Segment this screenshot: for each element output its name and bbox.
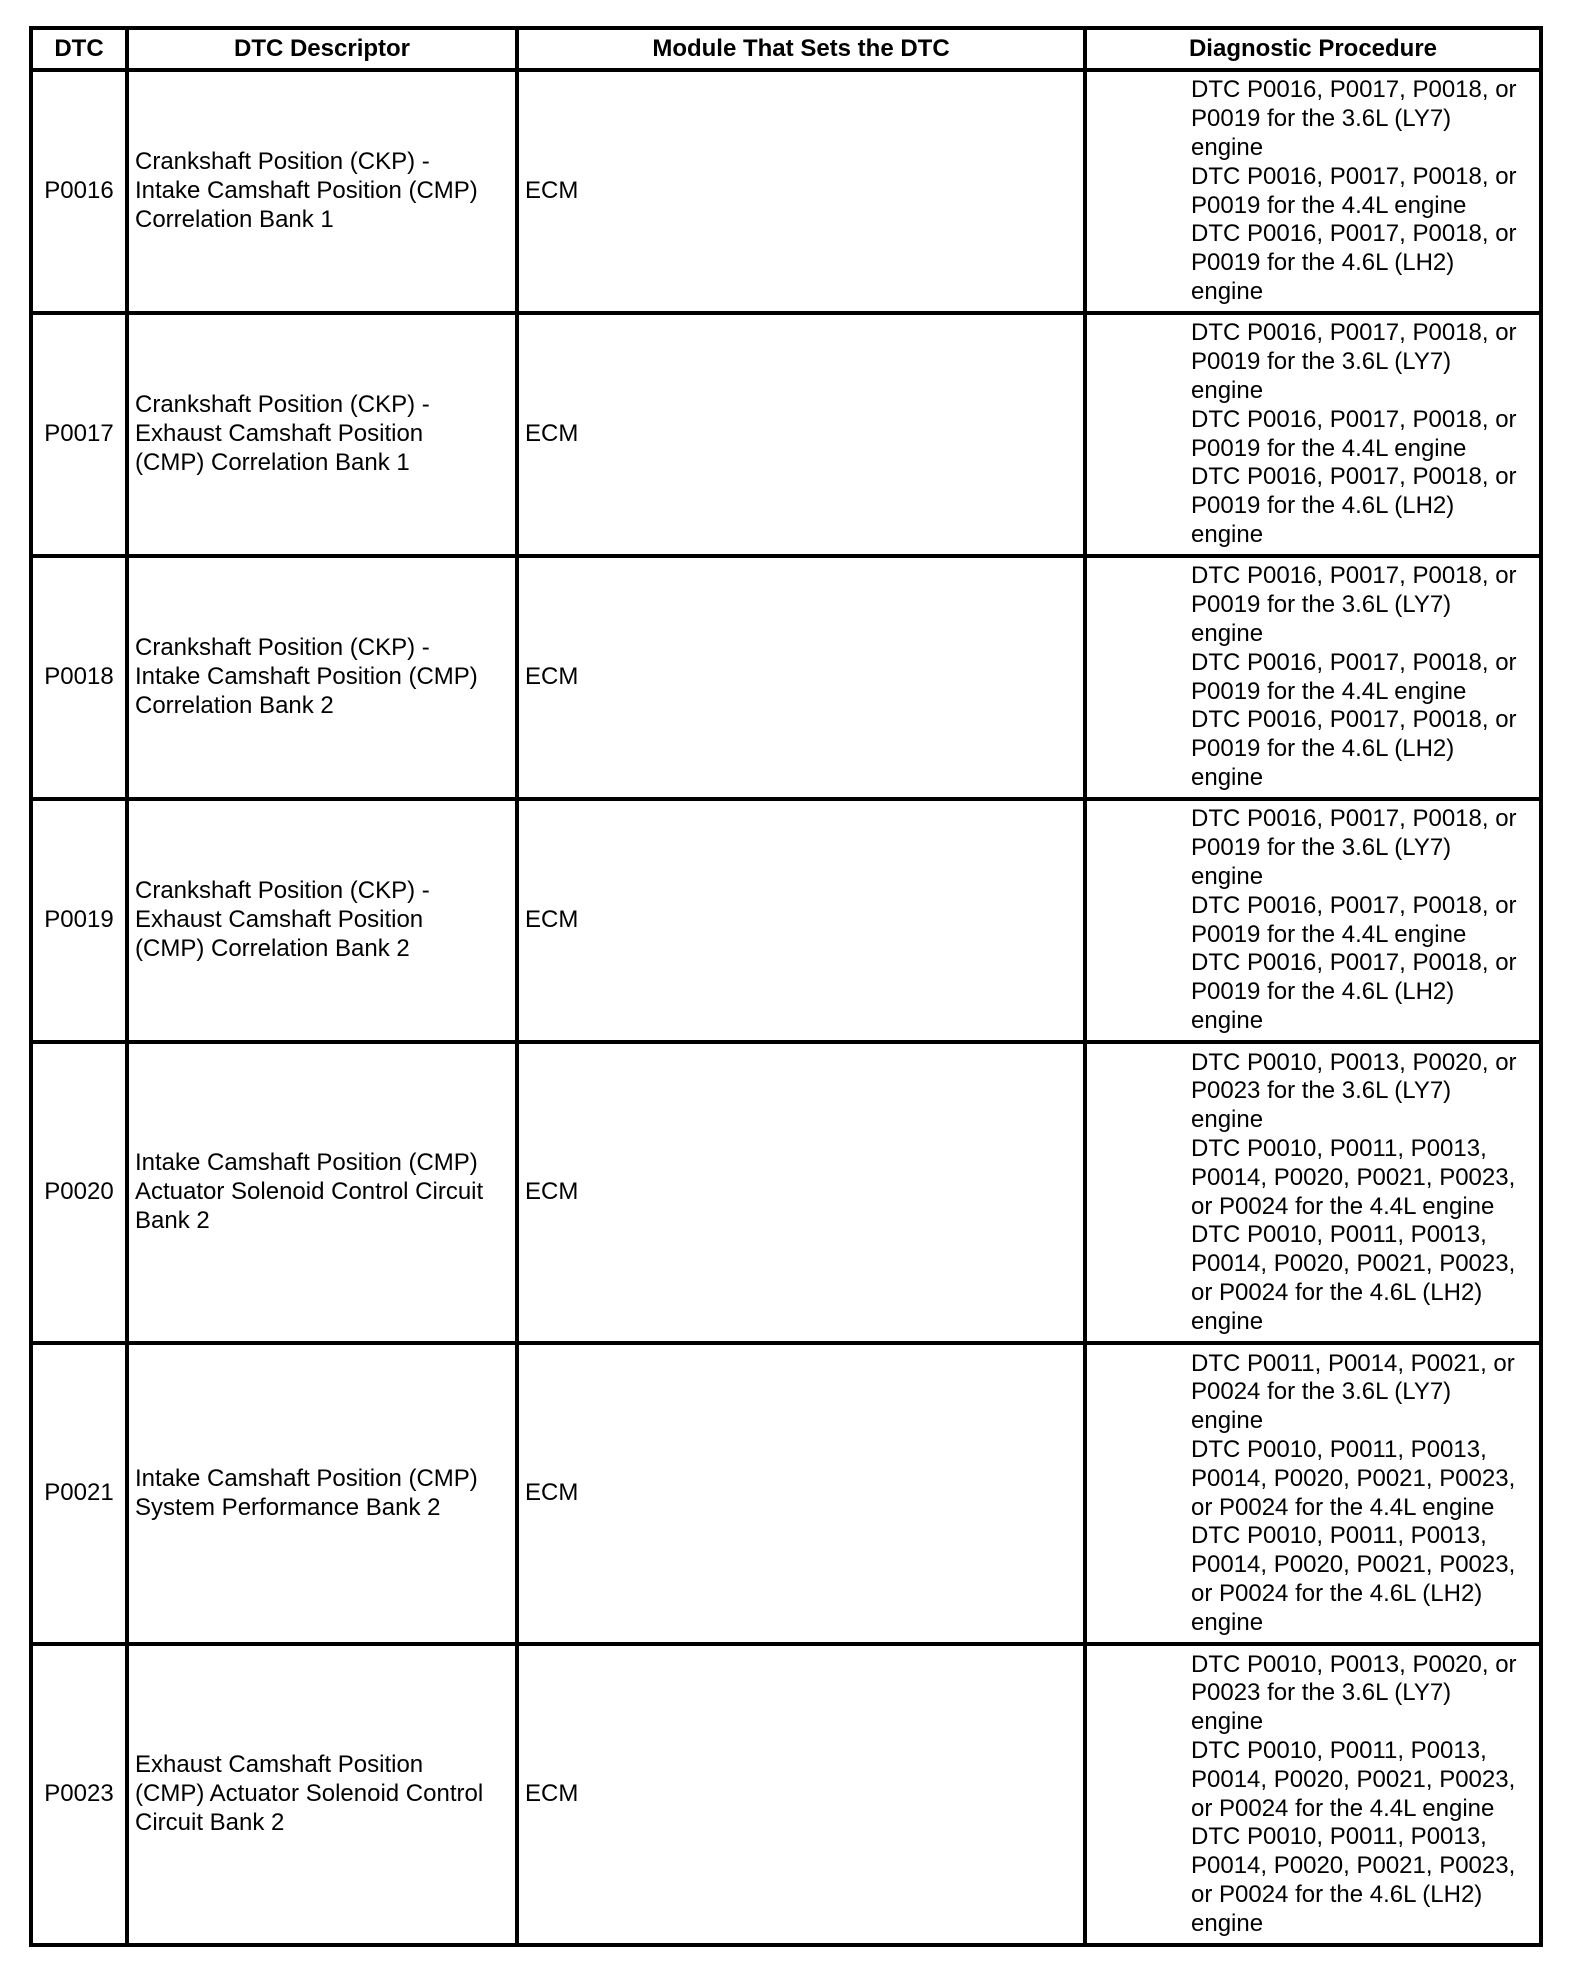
descriptor-line: Crankshaft Position (CKP) -	[135, 148, 430, 176]
procedure-line: engine	[1191, 1407, 1264, 1435]
procedure-line: engine	[1191, 1909, 1264, 1937]
descriptor-line: Correlation Bank 1	[135, 205, 334, 233]
table-row	[31, 1343, 1541, 1644]
table-row	[31, 1644, 1541, 1945]
procedure-line: or P0024 for the 4.6L (LH2)	[1191, 1880, 1483, 1908]
procedure-line: engine	[1191, 376, 1264, 404]
cell-module: ECM	[517, 70, 1085, 313]
procedure-line: P0014, P0020, P0021, P0023,	[1191, 1464, 1516, 1492]
descriptor-line: (CMP) Correlation Bank 1	[135, 448, 410, 476]
cell-dtc-code: P0019	[31, 799, 127, 1042]
cell-dtc-code: P0017	[31, 313, 127, 556]
procedure-line: engine	[1191, 133, 1264, 161]
procedure-line: P0019 for the 4.4L engine	[1191, 677, 1467, 705]
descriptor-line: Crankshaft Position (CKP) -	[135, 391, 430, 419]
procedure-line: P0019 for the 3.6L (LY7)	[1191, 348, 1452, 376]
cell-dtc-code: P0018	[31, 556, 127, 799]
cell-dtc-descriptor	[127, 799, 517, 1042]
procedure-line: DTC P0016, P0017, P0018, or	[1191, 706, 1517, 734]
procedure-line: DTC P0016, P0017, P0018, or	[1191, 805, 1517, 833]
procedure-line: DTC P0016, P0017, P0018, or	[1191, 162, 1517, 190]
procedure-line: engine	[1191, 1608, 1264, 1636]
descriptor-line: Intake Camshaft Position (CMP)	[135, 663, 478, 691]
descriptor-line: Exhaust Camshaft Position	[135, 1751, 424, 1779]
procedure-line: P0019 for the 4.6L (LH2)	[1191, 735, 1455, 763]
procedure-line: DTC P0010, P0013, P0020, or	[1191, 1048, 1517, 1076]
procedure-line: P0014, P0020, P0021, P0023,	[1191, 1163, 1516, 1191]
cell-dtc-descriptor	[127, 313, 517, 556]
cell-diagnostic-procedure	[1085, 1644, 1541, 1945]
descriptor-line: Crankshaft Position (CKP) -	[135, 634, 430, 662]
procedure-line: DTC P0010, P0011, P0013,	[1191, 1134, 1487, 1162]
descriptor-line: Exhaust Camshaft Position	[135, 420, 424, 448]
descriptor-line: Intake Camshaft Position (CMP)	[135, 1464, 478, 1492]
procedure-line: P0019 for the 4.6L (LH2)	[1191, 249, 1455, 277]
cell-module: ECM	[517, 799, 1085, 1042]
procedure-line: DTC P0016, P0017, P0018, or	[1191, 319, 1517, 347]
procedure-line: DTC P0016, P0017, P0018, or	[1191, 76, 1517, 104]
procedure-line: DTC P0010, P0011, P0013,	[1191, 1221, 1487, 1249]
cell-dtc-descriptor	[127, 1343, 517, 1644]
cell-dtc-descriptor	[127, 1644, 517, 1945]
cell-dtc-descriptor	[127, 556, 517, 799]
cell-dtc-code: P0021	[31, 1343, 127, 1644]
procedure-line: or P0024 for the 4.4L engine	[1191, 1493, 1495, 1521]
header-module: Module That Sets the DTC	[517, 28, 1085, 70]
descriptor-line: Bank 2	[135, 1206, 210, 1234]
cell-diagnostic-procedure	[1085, 556, 1541, 799]
procedure-line: engine	[1191, 763, 1264, 791]
cell-module: ECM	[517, 1343, 1085, 1644]
cell-diagnostic-procedure	[1085, 799, 1541, 1042]
header-dtc-descriptor: DTC Descriptor	[127, 28, 517, 70]
procedure-line: P0024 for the 3.6L (LY7)	[1191, 1378, 1452, 1406]
procedure-line: P0014, P0020, P0021, P0023,	[1191, 1765, 1516, 1793]
procedure-line: P0019 for the 4.6L (LH2)	[1191, 978, 1455, 1006]
header-diagnostic-procedure: Diagnostic Procedure	[1085, 28, 1541, 70]
table-row	[31, 313, 1541, 556]
procedure-line: engine	[1191, 277, 1264, 305]
procedure-line: DTC P0016, P0017, P0018, or	[1191, 405, 1517, 433]
cell-diagnostic-procedure	[1085, 1343, 1541, 1644]
procedure-line: P0019 for the 3.6L (LY7)	[1191, 105, 1452, 133]
procedure-line: P0014, P0020, P0021, P0023,	[1191, 1551, 1516, 1579]
cell-module: ECM	[517, 1644, 1085, 1945]
procedure-line: DTC P0011, P0014, P0021, or	[1191, 1349, 1515, 1377]
procedure-line: DTC P0010, P0011, P0013,	[1191, 1823, 1487, 1851]
procedure-line: engine	[1191, 1106, 1264, 1134]
procedure-line: P0014, P0020, P0021, P0023,	[1191, 1852, 1516, 1880]
cell-dtc-code: P0020	[31, 1042, 127, 1343]
descriptor-line: Intake Camshaft Position (CMP)	[135, 1149, 478, 1177]
procedure-line: P0019 for the 3.6L (LY7)	[1191, 834, 1452, 862]
procedure-line: engine	[1191, 520, 1264, 548]
cell-module: ECM	[517, 1042, 1085, 1343]
table-row	[31, 556, 1541, 799]
procedure-line: DTC P0010, P0013, P0020, or	[1191, 1650, 1517, 1678]
procedure-line: or P0024 for the 4.4L engine	[1191, 1192, 1495, 1220]
table-row	[31, 799, 1541, 1042]
dtc-table	[29, 26, 1543, 1947]
procedure-line: engine	[1191, 619, 1264, 647]
cell-dtc-code: P0016	[31, 70, 127, 313]
procedure-line: engine	[1191, 1006, 1264, 1034]
descriptor-line: Actuator Solenoid Control Circuit	[135, 1178, 484, 1206]
procedure-line: DTC P0010, P0011, P0013,	[1191, 1736, 1487, 1764]
procedure-line: DTC P0016, P0017, P0018, or	[1191, 648, 1517, 676]
procedure-line: DTC P0016, P0017, P0018, or	[1191, 220, 1517, 248]
procedure-line: DTC P0016, P0017, P0018, or	[1191, 562, 1517, 590]
header-dtc: DTC	[31, 28, 127, 70]
procedure-line: P0023 for the 3.6L (LY7)	[1191, 1679, 1452, 1707]
procedure-line: engine	[1191, 1708, 1264, 1736]
descriptor-line: Exhaust Camshaft Position	[135, 906, 424, 934]
cell-module: ECM	[517, 313, 1085, 556]
procedure-line: P0019 for the 3.6L (LY7)	[1191, 591, 1452, 619]
cell-diagnostic-procedure	[1085, 70, 1541, 313]
procedure-line: DTC P0010, P0011, P0013,	[1191, 1522, 1487, 1550]
procedure-line: DTC P0010, P0011, P0013,	[1191, 1435, 1487, 1463]
procedure-line: or P0024 for the 4.4L engine	[1191, 1794, 1495, 1822]
descriptor-line: Correlation Bank 2	[135, 691, 334, 719]
cell-module: ECM	[517, 556, 1085, 799]
table-row	[31, 1042, 1541, 1343]
procedure-line: P0019 for the 4.4L engine	[1191, 191, 1467, 219]
procedure-line: P0019 for the 4.6L (LH2)	[1191, 492, 1455, 520]
procedure-line: DTC P0016, P0017, P0018, or	[1191, 891, 1517, 919]
procedure-line: DTC P0016, P0017, P0018, or	[1191, 463, 1517, 491]
table-header-row	[31, 28, 1541, 70]
cell-dtc-code: P0023	[31, 1644, 127, 1945]
procedure-line: engine	[1191, 1307, 1264, 1335]
descriptor-line: Circuit Bank 2	[135, 1808, 285, 1836]
descriptor-line: (CMP) Actuator Solenoid Control	[135, 1780, 484, 1808]
descriptor-line: Intake Camshaft Position (CMP)	[135, 177, 478, 205]
cell-dtc-descriptor	[127, 70, 517, 313]
procedure-line: or P0024 for the 4.6L (LH2)	[1191, 1278, 1483, 1306]
procedure-line: DTC P0016, P0017, P0018, or	[1191, 949, 1517, 977]
descriptor-line: Crankshaft Position (CKP) -	[135, 877, 430, 905]
procedure-line: P0019 for the 4.4L engine	[1191, 920, 1467, 948]
procedure-line: P0019 for the 4.4L engine	[1191, 434, 1467, 462]
procedure-line: or P0024 for the 4.6L (LH2)	[1191, 1579, 1483, 1607]
table-body	[31, 70, 1541, 1945]
descriptor-line: (CMP) Correlation Bank 2	[135, 934, 410, 962]
descriptor-line: System Performance Bank 2	[135, 1493, 441, 1521]
procedure-line: engine	[1191, 862, 1264, 890]
table-row	[31, 70, 1541, 313]
cell-diagnostic-procedure	[1085, 1042, 1541, 1343]
cell-dtc-descriptor	[127, 1042, 517, 1343]
cell-diagnostic-procedure	[1085, 313, 1541, 556]
procedure-line: P0023 for the 3.6L (LY7)	[1191, 1077, 1452, 1105]
procedure-line: P0014, P0020, P0021, P0023,	[1191, 1250, 1516, 1278]
